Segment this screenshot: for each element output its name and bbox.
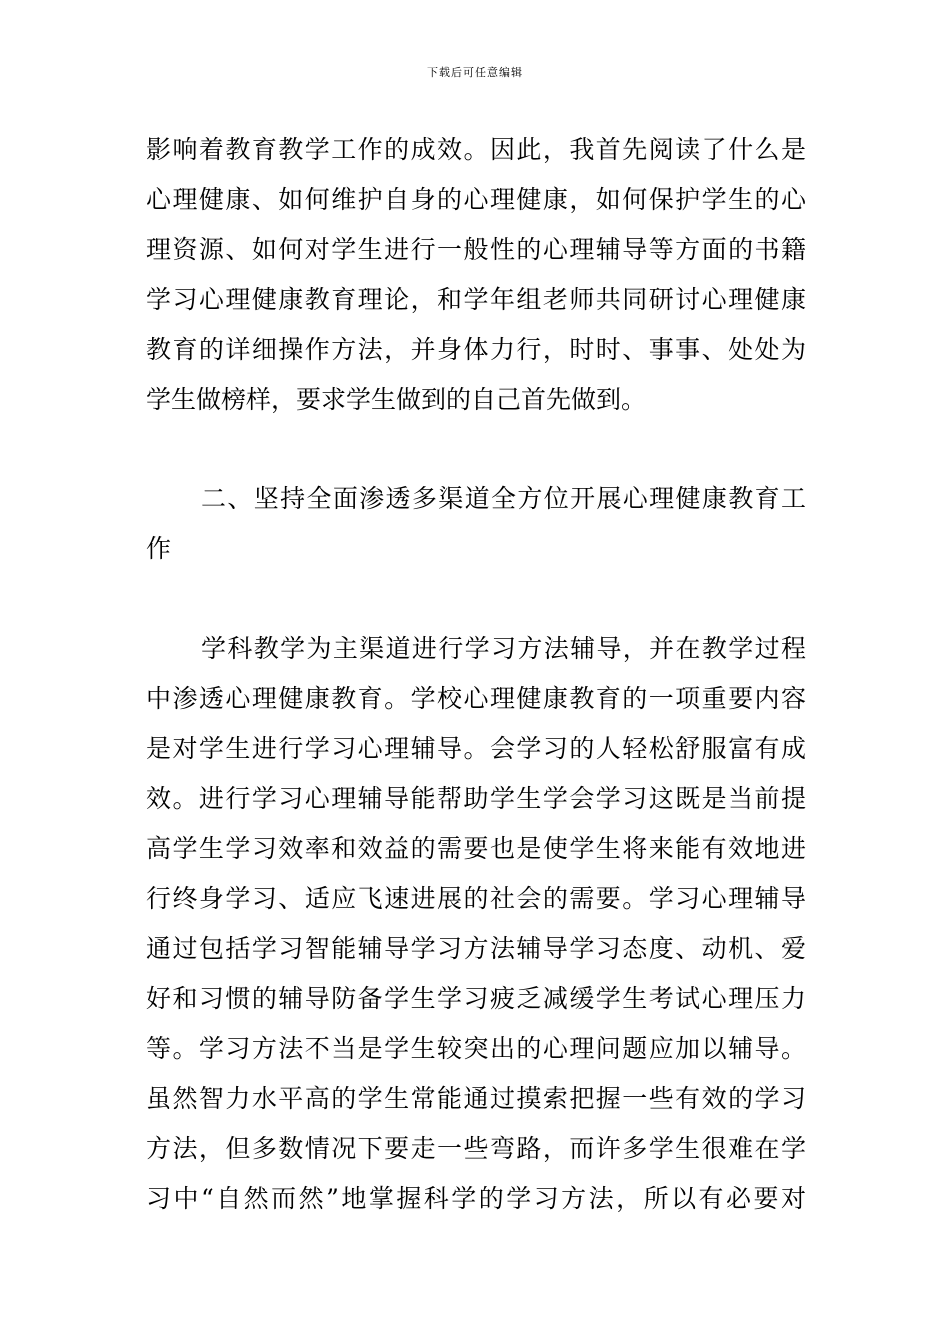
paragraph-2-line-11: 方法，但多数情况下要走一些弯路，而许多学生很难在学 [146, 1134, 806, 1163]
paragraph-2-line-6: 行终身学习、适应飞速进展的社会的需要。学习心理辅导 [146, 884, 806, 913]
paragraph-2-line-10: 虽然智力水平高的学生常能通过摸索把握一些有效的学习 [146, 1084, 806, 1113]
paragraph-2-line-9: 等。学习方法不当是学生较突出的心理问题应加以辅导。 [146, 1034, 806, 1063]
section-heading-2-line-1: 二、坚持全面渗透多渠道全方位开展心理健康教育工 [201, 484, 806, 513]
paragraph-2-line-2: 中渗透心理健康教育。学校心理健康教育的一项重要内容 [146, 684, 806, 713]
paragraph-2-line-3: 是对学生进行学习心理辅导。会学习的人轻松舒服富有成 [146, 734, 806, 763]
paragraph-1-line-3: 理资源、如何对学生进行一般性的心理辅导等方面的书籍 [146, 235, 806, 264]
paragraph-1-line-5: 教育的详细操作方法，并身体力行，时时、事事、处处为 [146, 335, 806, 364]
section-heading-2-line-2: 作 [146, 534, 172, 563]
paragraph-1-line-1: 影响着教育教学工作的成效。因此，我首先阅读了什么是 [146, 135, 806, 164]
paragraph-2-line-7: 通过包括学习智能辅导学习方法辅导学习态度、动机、爱 [146, 934, 806, 963]
paragraph-1-line-4: 学习心理健康教育理论，和学年组老师共同研讨心理健康 [146, 285, 806, 314]
paragraph-1-line-2: 心理健康、如何维护自身的心理健康，如何保护学生的心 [146, 185, 806, 214]
paragraph-2-line-1: 学科教学为主渠道进行学习方法辅导，并在教学过程 [201, 634, 806, 663]
page-header: 下载后可任意编辑 [427, 66, 523, 79]
paragraph-2-line-8: 好和习惯的辅导防备学生学习疲乏减缓学生考试心理压力 [146, 984, 806, 1013]
paragraph-1-line-6: 学生做榜样，要求学生做到的自己首先做到。 [146, 385, 647, 414]
paragraph-2-line-12: 习中“自然而然”地掌握科学的学习方法，所以有必要对 [146, 1184, 806, 1213]
paragraph-2-line-4: 效。进行学习心理辅导能帮助学生学会学习这既是当前提 [146, 784, 806, 813]
paragraph-2-line-5: 高学生学习效率和效益的需要也是使学生将来能有效地进 [146, 834, 806, 863]
